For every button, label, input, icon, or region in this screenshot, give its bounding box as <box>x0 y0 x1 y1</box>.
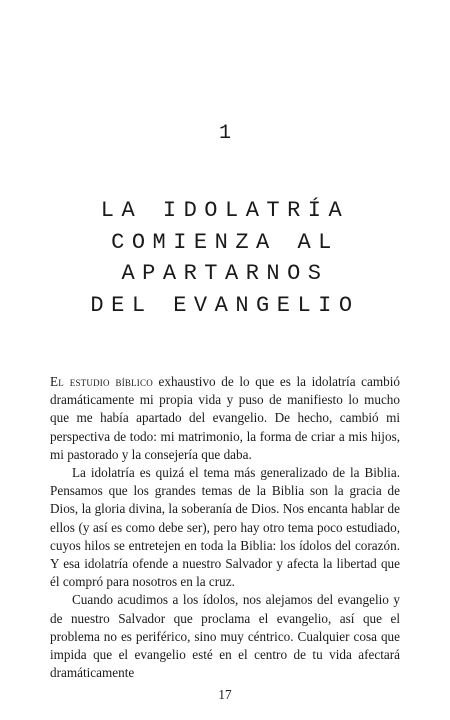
paragraph-1 <box>50 373 400 464</box>
chapter-title-line-1: LA IDOLATRÍA <box>100 198 350 223</box>
chapter-title-line-2: COMIENZA AL <box>111 229 339 255</box>
chapter-title-line-3: APARTARNOS <box>121 261 329 286</box>
chapter-title-line-4: DEL EVANGELIO <box>90 292 360 318</box>
chapter-title <box>0 195 450 321</box>
chapter-number: 1 <box>218 122 231 145</box>
body-text <box>50 373 400 682</box>
paragraph-1-text: exhaustivo de lo que es la idolatría cambió dramáticamente mi propia vida y puso de manifiesto lo mucho que me había apartado del evangelio. De hecho, cambió mi perspectiva de todo: mi matrimonio, la forma de criar a mis hijos, mi pastorado y la consejería que daba. <box>50 374 400 462</box>
paragraph-1-lead: El estudio bíblico <box>50 374 153 389</box>
paragraph-3: Cuando acudimos a los ídolos, nos alejamos del evangelio y de nuestro Salvador que proclama el evangelio, así que el problema no es periférico, sino muy céntrico. Cualquier cosa que impida que el evangelio esté en el centro de tu vida afectará dramáticamente <box>50 592 400 681</box>
paragraph-2: La idolatría es quizá el tema más generalizado de la Biblia. Pensamos que los grandes temas de la Biblia son la gracia de Dios, la gloria divina, la soberanía de Dios. Nos encanta hablar de ellos (y así es como debe ser), pero hay otro tema poco estudiado, cuyos hilos se entretejen en toda la Biblia: los ídolos del corazón. Y esa idolatría ofende a nuestro Salvador y afecta la libertad que él compró para nosotros en la cruz. <box>50 465 400 590</box>
page-number: 17 <box>218 687 232 702</box>
